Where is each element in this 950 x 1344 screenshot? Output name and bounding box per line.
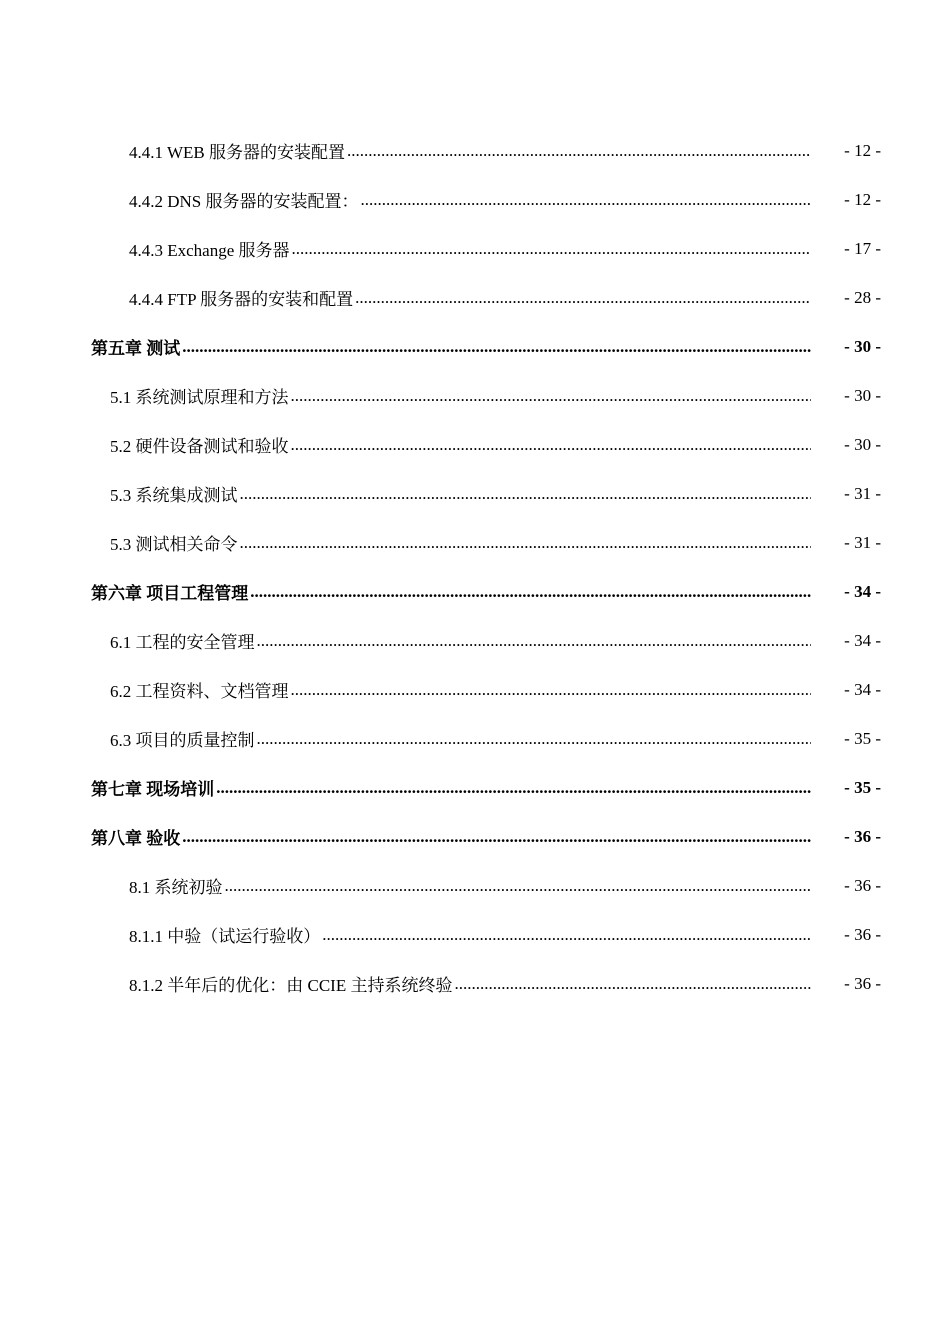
toc-chapter-entry[interactable] (0, 763, 950, 812)
toc-entry-title: 6.3 项目的质量控制 (110, 731, 255, 750)
toc-entry-page: - 36 - (844, 826, 881, 846)
dot-leader (250, 582, 811, 602)
dot-leader (257, 631, 812, 651)
toc-entry[interactable] (0, 175, 950, 224)
toc-entry-page: - 34 - (844, 679, 881, 699)
toc-entry[interactable] (0, 616, 950, 665)
dot-leader (182, 827, 811, 847)
dot-leader (347, 141, 811, 161)
toc-entry-page: - 31 - (844, 532, 881, 552)
dot-leader (216, 778, 811, 798)
toc-entry-title: 8.1 系统初验 (129, 878, 223, 897)
toc-entry-page: - 30 - (844, 385, 881, 405)
dot-leader (225, 876, 812, 896)
toc-chapter-entry[interactable] (0, 812, 950, 861)
toc-entry[interactable] (0, 371, 950, 420)
toc-entry[interactable] (0, 714, 950, 763)
toc-entry-title: 6.2 工程资料、文档管理 (110, 682, 289, 701)
dot-leader (454, 974, 811, 994)
toc-entry-page: - 30 - (844, 434, 881, 454)
toc-entry-title: 6.1 工程的安全管理 (110, 633, 255, 652)
dot-leader (292, 239, 811, 259)
toc-entry-title: 4.4.4 FTP 服务器的安装和配置 (129, 290, 354, 309)
dot-leader (291, 435, 812, 455)
toc-entry-title: 第五章 测试 (91, 339, 181, 358)
dot-leader (240, 533, 812, 553)
toc-entry-title: 第七章 现场培训 (91, 780, 215, 799)
toc-entry-page: - 12 - (844, 140, 881, 160)
dot-leader (355, 288, 811, 308)
dot-leader (291, 386, 812, 406)
toc-entry[interactable] (0, 224, 950, 273)
toc-entry-page: - 31 - (844, 483, 881, 503)
toc-entry-page: - 28 - (844, 287, 881, 307)
toc-entry-page: - 12 - (844, 189, 881, 209)
toc-entry-title: 4.4.2 DNS 服务器的安装配置： (129, 192, 359, 211)
toc-chapter-entry[interactable] (0, 567, 950, 616)
toc-entry-page: - 36 - (844, 973, 881, 993)
toc-entry[interactable] (0, 910, 950, 959)
toc-entry-title: 8.1.2 半年后的优化：由 CCIE 主持系统终验 (129, 976, 453, 995)
toc-entry[interactable] (0, 518, 950, 567)
toc-entry-page: - 34 - (844, 581, 881, 601)
toc-entry-title: 第八章 验收 (91, 829, 181, 848)
toc-entry-title: 5.2 硬件设备测试和验收 (110, 437, 289, 456)
dot-leader (182, 337, 811, 357)
toc-entry[interactable] (0, 420, 950, 469)
toc-chapter-entry[interactable] (0, 322, 950, 371)
toc-entry-page: - 34 - (844, 630, 881, 650)
table-of-contents (0, 126, 950, 1008)
toc-entry-page: - 17 - (844, 238, 881, 258)
toc-entry[interactable] (0, 273, 950, 322)
toc-entry-title: 5.3 测试相关命令 (110, 535, 238, 554)
toc-entry[interactable] (0, 469, 950, 518)
dot-leader (240, 484, 812, 504)
toc-entry-page: - 35 - (844, 777, 881, 797)
dot-leader (291, 680, 812, 700)
toc-entry-page: - 35 - (844, 728, 881, 748)
toc-entry-page: - 30 - (844, 336, 881, 356)
toc-entry-title: 第六章 项目工程管理 (91, 584, 249, 603)
toc-entry-page: - 36 - (844, 875, 881, 895)
toc-entry-title: 4.4.3 Exchange 服务器 (129, 241, 290, 260)
toc-entry-title: 8.1.1 中验（试运行验收） (129, 927, 321, 946)
toc-entry-title: 4.4.1 WEB 服务器的安装配置 (129, 143, 345, 162)
dot-leader (361, 190, 811, 210)
toc-entry[interactable] (0, 861, 950, 910)
dot-leader (257, 729, 812, 749)
dot-leader (322, 925, 811, 945)
toc-entry-title: 5.3 系统集成测试 (110, 486, 238, 505)
toc-entry[interactable] (0, 665, 950, 714)
toc-entry-title: 5.1 系统测试原理和方法 (110, 388, 289, 407)
toc-entry-page: - 36 - (844, 924, 881, 944)
toc-entry[interactable] (0, 126, 950, 175)
toc-entry[interactable] (0, 959, 950, 1008)
